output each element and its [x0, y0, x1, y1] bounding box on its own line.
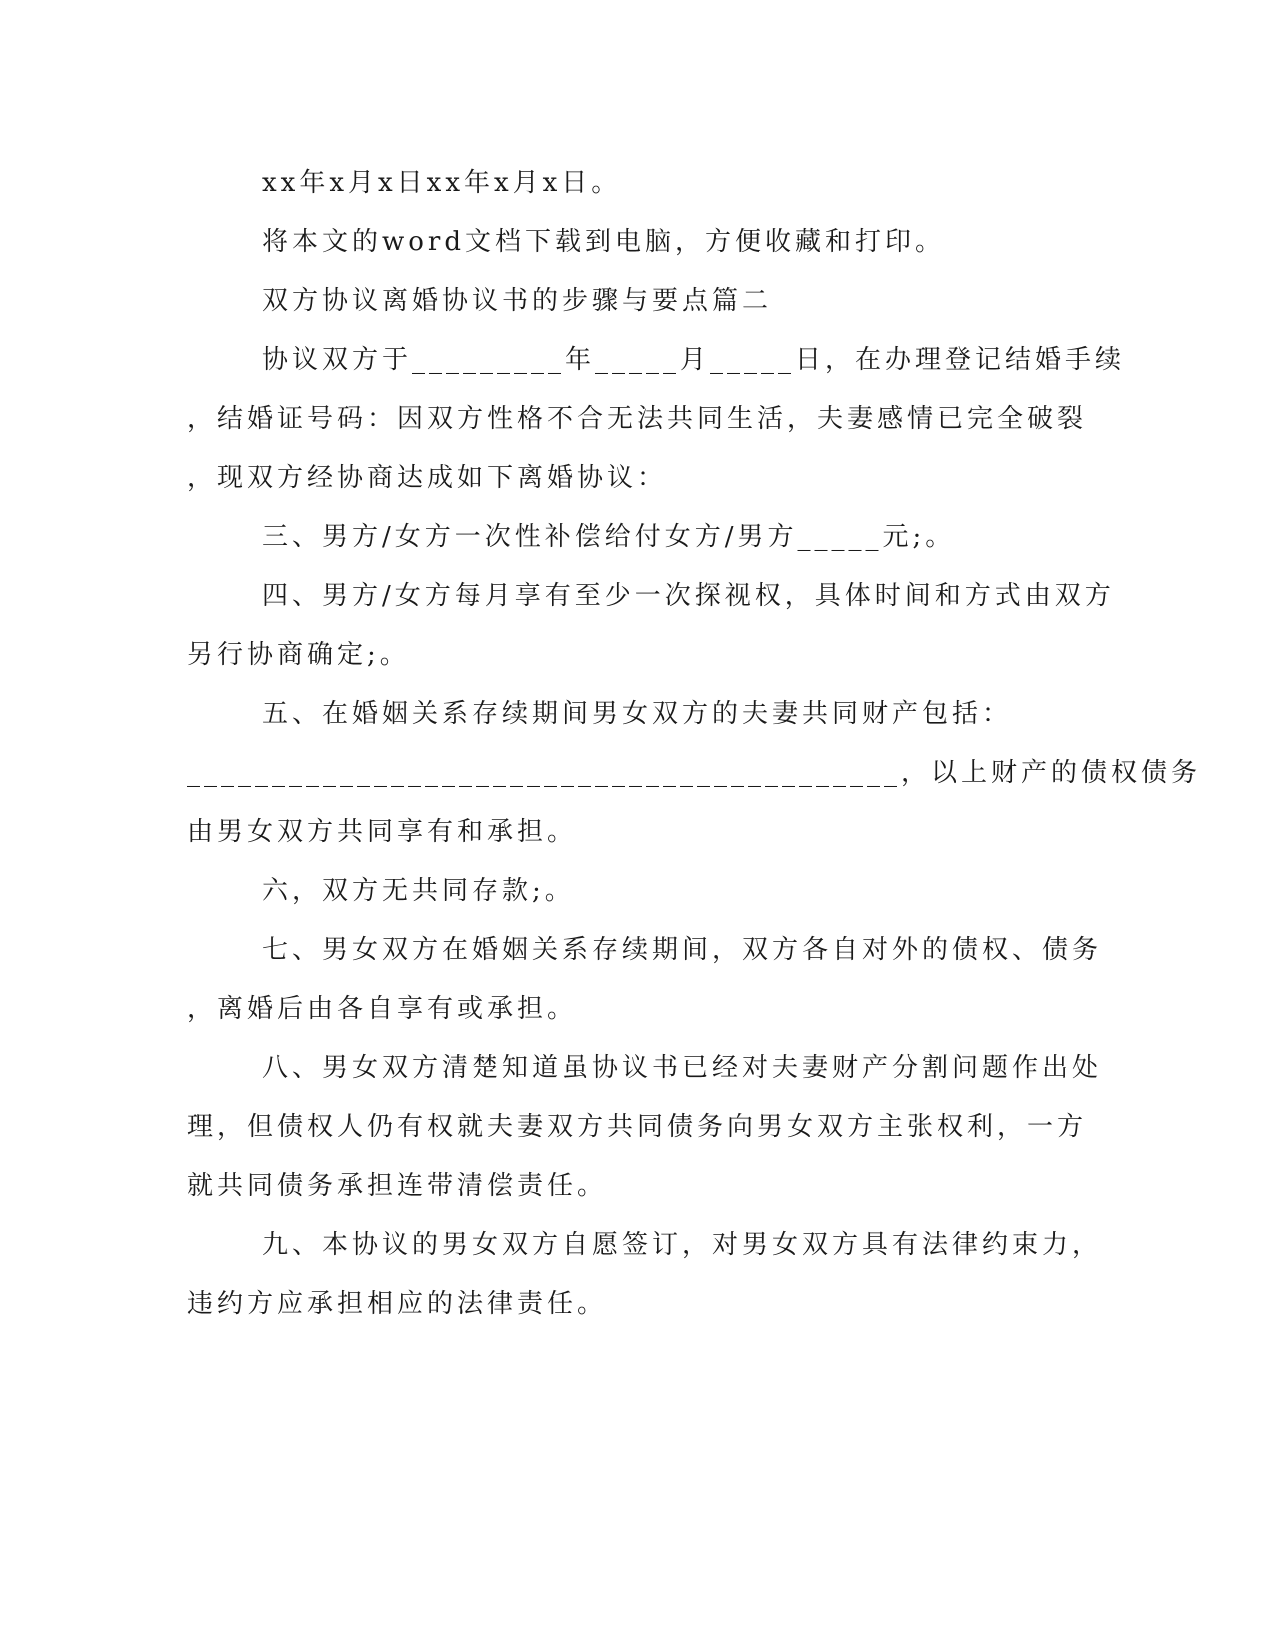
- clause-five: 五、在婚姻关系存续期间男女双方的夫妻共同财产包括：: [262, 699, 1013, 729]
- paragraph-line: 由男女双方共同享有和承担。: [187, 817, 578, 847]
- paragraph-line: ，现双方经协商达成如下离婚协议：: [187, 463, 668, 493]
- section-heading: 双方协议离婚协议书的步骤与要点篇二: [262, 286, 773, 316]
- clause-four: 四、男方/女方每月享有至少一次探视权，具体时间和方式由双方: [262, 581, 1115, 611]
- download-note: 将本文的word文档下载到电脑，方便收藏和打印。: [262, 227, 945, 257]
- paragraph-line: 另行协商确定;。: [187, 640, 410, 670]
- clause-six: 六，双方无共同存款;。: [262, 876, 575, 906]
- clause-nine: 九、本协议的男女双方自愿签订，对男女双方具有法律约束力，: [262, 1230, 1103, 1260]
- paragraph-line: 就共同债务承担连带清偿责任。: [187, 1171, 608, 1201]
- paragraph-line: __________________________________________，以上财产的债权债务: [187, 758, 1202, 788]
- paragraph-line: 理，但债权人仍有权就夫妻双方共同债务向男女双方主张权利，一方: [187, 1112, 1088, 1142]
- paragraph-line: ，结婚证号码：因双方性格不合无法共同生活，夫妻感情已完全破裂: [187, 404, 1088, 434]
- date-line: xx年x月x日xx年x月x日。: [262, 168, 622, 198]
- clause-seven: 七、男女双方在婚姻关系存续期间，双方各自对外的债权、债务: [262, 935, 1103, 965]
- clause-three: 三、男方/女方一次性补偿给付女方/男方_____元;。: [262, 522, 956, 552]
- paragraph-line: 协议双方于_________年_____月_____日，在办理登记结婚手续: [262, 345, 1126, 375]
- paragraph-line: 违约方应承担相应的法律责任。: [187, 1289, 608, 1319]
- paragraph-line: ，离婚后由各自享有或承担。: [187, 994, 578, 1024]
- clause-eight: 八、男女双方清楚知道虽协议书已经对夫妻财产分割问题作出处: [262, 1053, 1103, 1083]
